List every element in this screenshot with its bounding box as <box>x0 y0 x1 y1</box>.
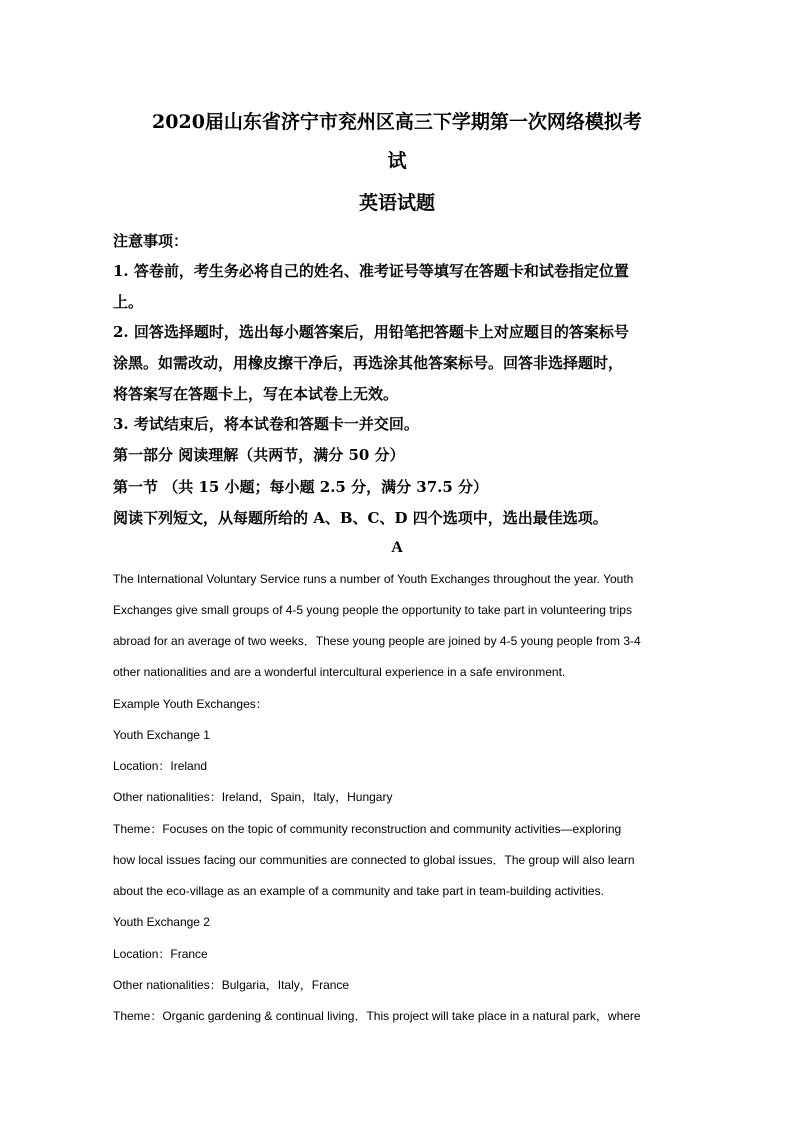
passage-line: Example Youth Exchanges： <box>113 697 268 711</box>
passage-line: Theme：Organic gardening & continual living．This project will take place in a natural park，where <box>113 1009 641 1023</box>
exam-title-line-1: 2020届山东省济宁市兖州区高三下学期第一次网络模拟考 <box>152 111 642 133</box>
exam-title-line-2: 试 <box>387 150 407 172</box>
notes-heading: 注意事项： <box>113 232 189 250</box>
notes-line: 将答案写在答题卡上，写在本试卷上无效。 <box>113 385 399 403</box>
section-instruction: 阅读下列短文，从每题所给的 A、B、C、D 四个选项中，选出最佳选项。 <box>113 509 608 527</box>
passage-line: Youth Exchange 2 <box>113 915 210 929</box>
part-heading: 第一部分 阅读理解（共两节，满分 50 分） <box>113 446 405 464</box>
notes-line: 上。 <box>113 293 144 311</box>
passage-line: how local issues facing our communities are connected to global issues．The group will also learn <box>113 853 635 867</box>
passage-label: A <box>391 539 403 556</box>
passage-line: Theme：Focuses on the topic of community reconstruction and community activities—exploring <box>113 822 622 836</box>
passage-line: The International Voluntary Service runs a number of Youth Exchanges throughout the year. Youth <box>113 572 634 586</box>
subject-title: 英语试题 <box>358 192 435 214</box>
section-heading: 第一节 （共 15 小题；每小题 2.5 分，满分 37.5 分） <box>113 478 489 496</box>
notes-line: 2. 回答选择题时，选出每小题答案后，用铅笔把答题卡上对应题目的答案标号 <box>113 323 629 341</box>
passage-line: Youth Exchange 1 <box>113 728 210 742</box>
passage-line: Location：Ireland <box>113 759 208 773</box>
passage-line: Exchanges give small groups of 4-5 young people the opportunity to take part in volunteering trips <box>113 603 632 617</box>
notes-line: 3. 考试结束后，将本试卷和答题卡一并交回。 <box>113 415 419 433</box>
passage-line: about the eco-village as an example of a community and take part in team-building activities. <box>113 884 604 898</box>
passage-line: abroad for an average of two weeks．These young people are joined by 4-5 young people from 3-4 <box>113 634 641 648</box>
passage-line: Location：France <box>113 947 208 961</box>
notes-line: 1. 答卷前，考生务必将自己的姓名、准考证号等填写在答题卡和试卷指定位置 <box>113 262 629 280</box>
passage-line: other nationalities and are a wonderful intercultural experience in a safe environment. <box>113 665 566 679</box>
notes-line: 涂黑。如需改动，用橡皮擦干净后，再选涂其他答案标号。回答非选择题时， <box>113 354 624 372</box>
passage-line: Other nationalities：Bulgaria，Italy，France <box>113 978 350 992</box>
passage-line: Other nationalities：Ireland，Spain，Italy，Hungary <box>113 790 393 804</box>
